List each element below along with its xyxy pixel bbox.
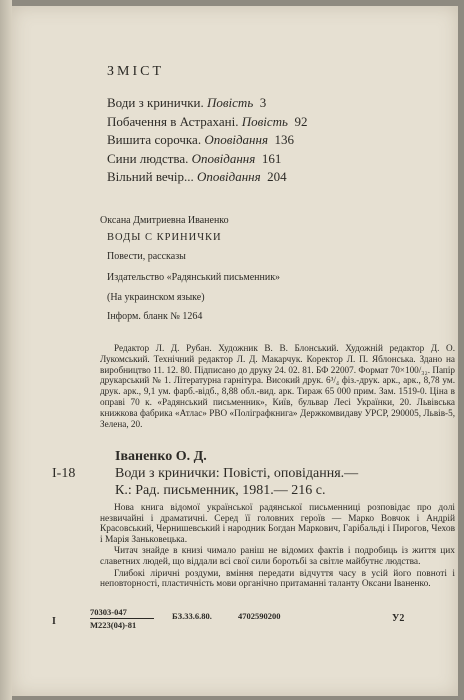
toc-item-page: 92 bbox=[294, 113, 308, 129]
catalog-index-bottom: М223(04)-81 bbox=[90, 620, 137, 630]
toc-item-genre: Повість bbox=[207, 95, 254, 110]
book-page bbox=[12, 6, 458, 696]
toc-item-genre: Оповідання bbox=[196, 169, 261, 184]
annotation-paragraph: Читач знайде в книзі чимало раніш не відомих фактів і подробиць із життя цих славетних людей, що віддали всі свої сили боротьбі за світле майбутнє людства. bbox=[100, 546, 455, 567]
toc-item-title: Вишита сорочка. bbox=[107, 132, 202, 147]
catalog-number: 4702590200 bbox=[238, 611, 281, 621]
annotation-paragraph: Глибокі ліричні роздуми, вміння передати відчуття часу в усій його повноті і неповторності, пластичність мови органічно притаманні таланту Оксани Іваненко. bbox=[100, 568, 455, 590]
catalog-author: Іваненко О. Д. bbox=[115, 449, 207, 464]
catalog-index-top: 70303-047 bbox=[90, 606, 154, 619]
toc-item-page: 3 bbox=[259, 95, 267, 110]
toc-item-page: 161 bbox=[261, 150, 282, 166]
annotation-paragraph: Нова книга відомої української радянської письменниці розповідає про долі незвичайні і драматичні. Серед її головних героїв — Марко Вовчок і Андрій Красовський, Чернишевський і народник Богдан Маркович, Гарібальді і Пирогов, Чехов і Марія Заньковецька. bbox=[100, 503, 455, 545]
book-spine-edge bbox=[0, 0, 12, 700]
catalog-code: І-18 bbox=[52, 466, 76, 481]
catalog-class-code: І bbox=[52, 616, 56, 627]
catalog-index-box bbox=[90, 606, 154, 631]
catalog-annotation bbox=[100, 503, 455, 591]
toc-item bbox=[107, 168, 307, 187]
imprint-language: (На украинском языке) bbox=[107, 292, 205, 303]
imprint-publisher: Издательство «Радянський письменник» bbox=[107, 272, 281, 283]
toc-heading: ЗМІСТ bbox=[107, 64, 165, 79]
credits-paragraph: Редактор Л. Д. Рубан. Художник В. В. Блонський. Художній редактор Д. О. Лукомський. Технічний редактор Л. Д. Макарчук. Коректор Л. П. Яблонська. Здано на виробництво 11. 12. 80. Підписано до друку 24. 02. 81. БФ 22007. Формат 70×100/₃₂. Папір друкарський № 1. Літературна гарнітура. Високий друк. 6³/₄ фіз.-друк. арк., арк., 8,78 ум. друк. арк., 9,1 ум. фарб.-відб., 8,88 обл.-вид. арк. Тираж 65 000 прим. Зам. 1519-0. Ціна в оправі 70 к. «Радянський письменник», Київ, бульвар Лесі Українки, 20. Львівська книжкова фабрика «Атлас» РВО «Поліграфкнига» Держкомвидаву УРСР, 290005, Львів-5, Зелена, 20. bbox=[100, 343, 455, 429]
toc-item-genre: Оповідання bbox=[191, 150, 256, 166]
toc-item-genre: Оповідання bbox=[204, 132, 268, 147]
toc-item-title: Вільний вечір... bbox=[107, 169, 194, 184]
production-credits bbox=[100, 343, 455, 429]
toc-item bbox=[107, 131, 307, 150]
toc-item-page: 136 bbox=[274, 132, 294, 147]
toc-item bbox=[107, 94, 307, 113]
imprint-author: Оксана Дмитриевна Иваненко bbox=[100, 215, 229, 226]
catalog-title: Води з кринички: Повісті, оповідання.— bbox=[115, 466, 359, 481]
imprint-blank-number: Інформ. бланк № 1264 bbox=[107, 311, 203, 322]
imprint-subtitle: Повести, рассказы bbox=[107, 251, 186, 262]
toc-item bbox=[107, 150, 307, 169]
catalog-udc: У2 bbox=[392, 613, 405, 624]
imprint-title: ВОДЫ С КРИНИЧКИ bbox=[107, 232, 222, 243]
catalog-bbk: БЗ.33.6.80. bbox=[172, 611, 212, 621]
toc-item-title: Побачення в Астрахані. bbox=[107, 113, 239, 129]
toc-item-genre: Повість bbox=[241, 113, 288, 129]
toc-item-title: Води з кринички. bbox=[107, 95, 204, 110]
toc-item-title: Сини людства. bbox=[107, 150, 189, 166]
toc-item bbox=[107, 113, 307, 132]
toc-item-page: 204 bbox=[267, 169, 287, 184]
table-of-contents bbox=[107, 94, 307, 187]
catalog-publication: К.: Рад. письменник, 1981.— 216 с. bbox=[115, 483, 326, 498]
